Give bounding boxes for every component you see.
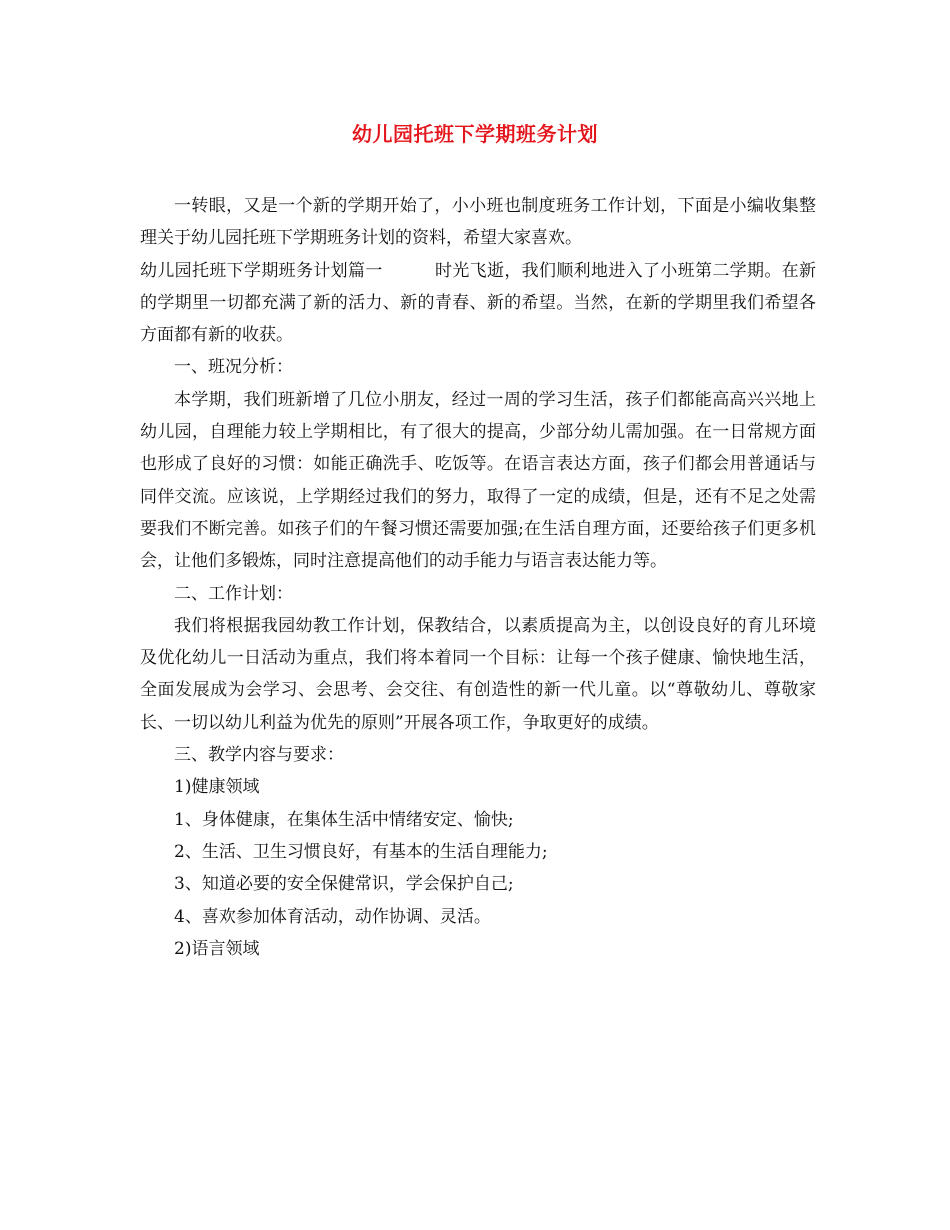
section-heading: 二、工作计划： [174, 583, 293, 604]
article-heading: 幼儿园托班下学期班务计划篇一 [140, 260, 383, 281]
list-item: 2、生活、卫生习惯良好，有基本的生活自理能力; [174, 841, 548, 862]
section-heading: 三、教学内容与要求： [174, 745, 344, 766]
document-title: 幼儿园托班下学期班务计划 [352, 122, 598, 146]
subsection-heading: 1)健康领域 [174, 777, 260, 798]
intro-paragraph: 一转眼，又是一个新的学期开始了，小小班也制度班务工作计划，下面是小编收集整理关于幼儿园托班下学期班务计划的资料，希望大家喜欢。 [140, 196, 816, 249]
article-opening-text: 时光飞逝，我们顺利地进入了小班第二学期。在新的学期里一切都充满了新的活力、新的青春、新的希望。当然，在新的学期里我们希望各方面都有新的收获。 [140, 260, 817, 346]
document-body [140, 190, 816, 965]
subsection-heading: 2)语言领域 [174, 938, 260, 959]
list-item: 1、身体健康，在集体生活中情绪安定、愉快; [174, 809, 514, 830]
section-heading: 一、班况分析： [174, 357, 293, 378]
article-opening-paragraph [140, 255, 816, 352]
section-paragraph: 本学期，我们班新增了几位小朋友，经过一周的学习生活，孩子们都能高高兴兴地上幼儿园，自理能力较上学期相比，有了很大的提高，少部分幼儿需加强。在一日常规方面也形成了良好的习惯：如能正确洗手、吃饭等。在语言表达方面，孩子们都会用普通话与同伴交流。应该说，上学期经过我们的努力，取得了一定的成绩，但是，还有不足之处需要我们不断完善。如孩子们的午餐习惯还需要加强;在生活自理方面，还要给孩子们更多机会，让他们多锻炼，同时注意提高他们的动手能力与语言表达能力等。 [140, 389, 816, 572]
section-paragraph: 我们将根据我园幼教工作计划，保教结合，以素质提高为主，以创设良好的育儿环境及优化幼儿一日活动为重点，我们将本着同一个目标：让每一个孩子健康、愉快地生活，全面发展成为会学习、会思考、会交往、有创造性的新一代儿童。以“尊敬幼儿、尊敬家长、一切以幼儿利益为优先的原则”开展各项工作，争取更好的成绩。 [140, 615, 816, 733]
list-item: 4、喜欢参加体育活动，动作协调、灵活。 [174, 906, 491, 927]
list-item: 3、知道必要的安全保健常识，学会保护自己; [174, 874, 514, 895]
